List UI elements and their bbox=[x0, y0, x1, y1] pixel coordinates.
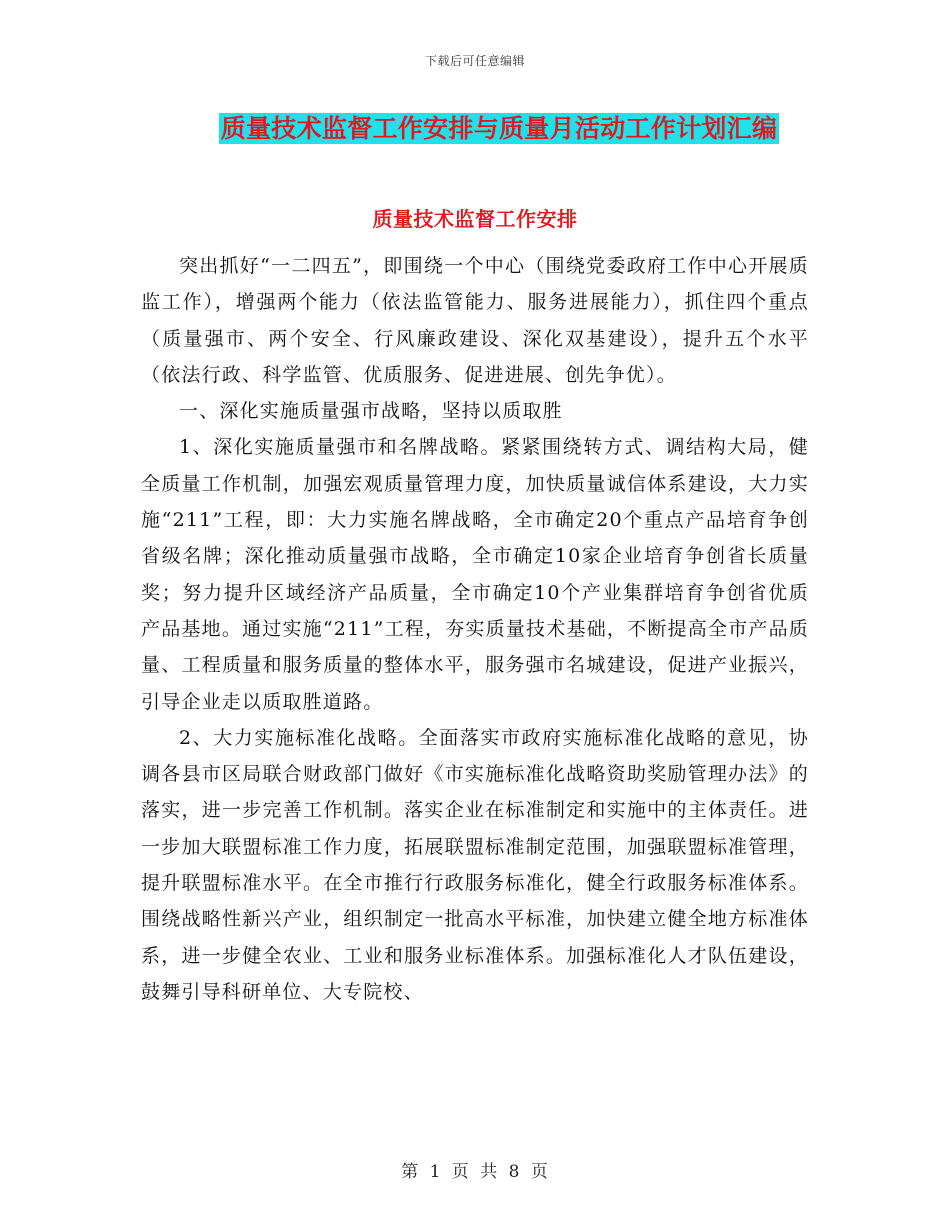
section-title: 质量技术监督工作安排 bbox=[372, 207, 578, 231]
page-footer: 第 1 页 共 8 页 bbox=[401, 1162, 549, 1182]
paragraph-item-2: 2、大力实施标准化战略。全面落实市政府实施标准化战略的意见，协调各县市区局联合财政部门做好《市实施标准化战略资助奖励管理办法》的落实，进一步完善工作机制。落实企业在标准制定和实施中的主体责任。进一步加大联盟标准工作力度，拓展联盟标准制定范围，加强联盟标准管理，提升联盟标准水平。在全市推行行政服务标准化，健全行政服务标准体系。围绕战略性新兴产业，组织制定一批高水平标准，加快建立健全地方标准体系，进一步健全农业、工业和服务业标准体系。加强标准化人才队伍建设，鼓舞引导科研单位、大专院校、 bbox=[141, 726, 809, 1003]
document-body bbox=[141, 248, 809, 1010]
paragraph-item-1: 1、深化实施质量强市和名牌战略。紧紧围绕转方式、调结构大局，健全质量工作机制，加强宏观质量管理力度，加快质量诚信体系建设，大力实施“211”工程，即：大力实施名牌战略，全市确定20个重点产品培育争创省级名牌；深化推动质量强市战略，全市确定10家企业培育争创省长质量奖；努力提升区域经济产品质量，全市确定10个产业集群培育争创省优质产品基地。通过实施“211”工程，夯实质量技术基础，不断提高全市产品质量、工程质量和服务质量的整体水平，服务强市名城建设，促进产业振兴，引导企业走以质取胜道路。 bbox=[141, 436, 809, 713]
document-main-title: 质量技术监督工作安排与质量月活动工作计划汇编 bbox=[220, 114, 778, 143]
main-title-wrapper bbox=[0, 113, 950, 144]
header-note: 下载后可任意编辑 bbox=[424, 54, 525, 68]
paragraph-heading-1: 一、深化实施质量强市战略，坚持以质取胜 bbox=[179, 400, 563, 423]
paragraph-intro: 突出抓好“一二四五”，即围绕一个中心（围绕党委政府工作中心开展质监工作），增强两个能力（依法监管能力、服务进展能力），抓住四个重点（质量强市、两个安全、行风廉政建设、深化双基建设），提升五个水平（依法行政、科学监管、优质服务、促进进展、创先争优）。 bbox=[141, 255, 809, 386]
